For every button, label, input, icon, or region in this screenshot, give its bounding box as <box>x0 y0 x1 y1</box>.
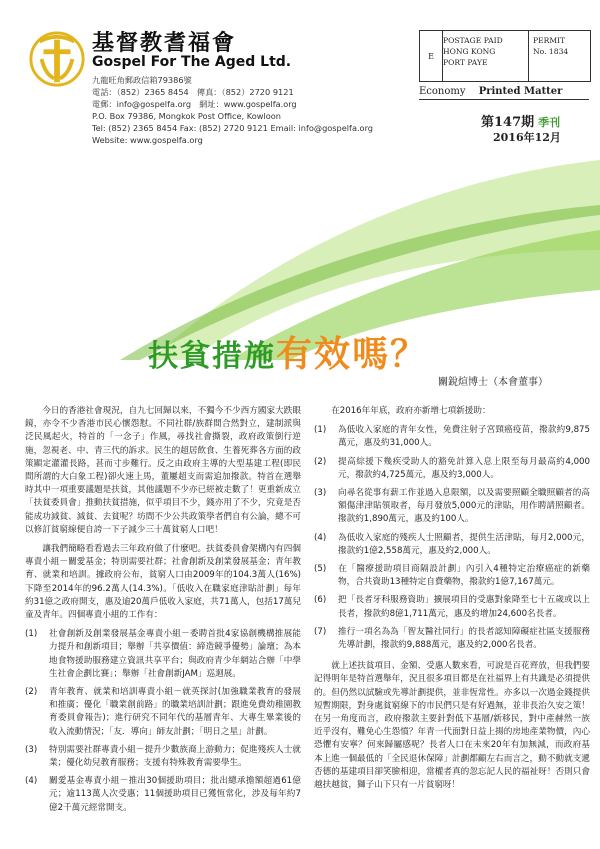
email-web-cn: 電郵：info@gospelfa.org 網址：www.gospelfa.org <box>92 99 297 109</box>
paragraph: 就上述扶貧項目、金額、受惠人數來看，可說是百花齊放，但我們要記得明年是特首選舉年，況且很多項目都是在社福界上有共識是必須提供的。但仍然以試驗或先導計劃提供，並非恆常性。亦多以一次過金錢提供短暫期限，對身處貧窮線下的市民們只是有好過無，並非長治久安之策！在另一角度而言，政府撥款主要針對低下基層/新移民，對中產赫然一族近乎沒有，難免心生怨憤？年青一代面對日益上揚的房地產業物價，內心恐懼有安寧？何來歸屬感呢？長者人口在未來20年有加無減，而政府基本上進一個最低的「全民退休保障」計劃都顧左右而言之，動不動就支遞否德的基建項目卻笑臉相迎，當權者真的忽忘記人民的福祉呀！否則只會越扶越貧，獅子山下只有一片貧窮呀！ <box>314 661 590 791</box>
list-item <box>25 744 301 770</box>
list-item-text: 向尋名從事有薪工作並過入息限額，以及需要照顧全職照顧者的高額傷津津貼領取者，每月發放5,000元的津貼，用作聘請照顧者。撥款約1,890萬元，惠及約100人。 <box>338 488 590 525</box>
mail-class <box>419 86 589 97</box>
postage-line-3: PORT PAYE <box>443 58 488 67</box>
list-item-number: (7) <box>314 626 327 637</box>
organization-logo-icon <box>28 30 86 88</box>
postage-line-2: HONG KONG <box>443 47 496 56</box>
article-title <box>148 326 428 377</box>
list-item-number: (6) <box>314 595 327 606</box>
list-item <box>314 456 590 482</box>
postage-line-1: POSTAGE PAID <box>443 36 503 45</box>
address-en: P.O. Box 79386, Mongkok Post Office, Kowloon <box>92 111 281 121</box>
list-item <box>314 626 590 652</box>
issue-number-text: 第147期 <box>481 115 535 130</box>
list-item-text: 特別需要社群專責小組－提升少數族裔上游動力；促進殘疾人士就業；優化幼兒教育服務；支援有特殊教育需要學生。 <box>49 744 301 769</box>
paragraph: 今日的香港社會現況，自九七回歸以來，不獨今不少西方國家大跌眼鏡，亦令不少香港市民心懷怨懟。不同社群/族群間合然對立，建制派與泛民風起火，特首的「一念子」作風，尋找社會撕裂，政府政策倒行逆施，忽視老、中、青三代的訴求。民生的超居飲食、生養死葬各方面的政策顯定灌灌長路，甚而寸步難行。反之由政府主導的大型基建工程(即民間所謂的大白象工程)卻火速上馬，董屢超支而需追加撥款。特首在選舉時其中一項重要議題是扶貧，其他議題不少亦已經被走數了！更重新成立「扶貧委員會」推動扶貧措施，似乎項目不少，錢亦用了不少，究竟是否能成功減貧、減貧、去貧呢？坊間不少公共政策學者們自有公論，總不可以修訂貧窮線便自誇一下子減少三十萬貧窮人口吧！ <box>25 406 301 535</box>
organization-name-cn: 基督教耆福會 <box>92 31 237 56</box>
list-item <box>25 686 301 739</box>
issue-date: 2016年12月 <box>493 131 561 144</box>
article-left-column <box>25 405 301 820</box>
phone-fax-en: Tel: (852) 2365 8454 Fax: (852) 2720 9121 Email: info@gospelfa.org <box>92 123 373 133</box>
postage-paid-box <box>419 30 591 82</box>
list-item-text: 為低收入家庭的殘疾人士照顧者，提供生活津貼，每月2,000元，撥款約1億2,558萬元，惠及約2,000人。 <box>338 532 590 556</box>
issue-frequency: 季刊 <box>538 116 561 129</box>
mail-class-printed-matter: Printed Matter <box>478 86 563 97</box>
list-item-text: 青年教育、就業和培訓專責小組－就英探討(加強職業教育的發展和推廣；優化「職業創前路」的職業培訓計劃；跟進免費幼稚園教育委員會報告)；進行研究不同年代的基層青年、大專生畢業後的收入流動情況；「友．導向」師友計劃；「明日之星」計劃。 <box>49 687 301 737</box>
list-item-number: (2) <box>25 687 38 698</box>
list-item <box>314 424 590 450</box>
list-item-number: (1) <box>25 629 38 640</box>
divider <box>419 99 589 100</box>
postage-code: E <box>420 31 443 81</box>
list-item-text: 把「長者牙科服務資助」擴展項目的受惠對象降至七十五歲或以上長者，撥款約8億1,711萬元，惠及約增加24,600名長者。 <box>338 595 590 619</box>
list-item <box>314 532 590 558</box>
article-title-part2: 有效嗎？ <box>276 334 429 375</box>
list-item-text: 推行一項名為為「智友醫社同行」的長者認知障礙症社區支援服務先導計劃，撥款約9,888萬元，惠及約2,000名長者。 <box>338 626 590 651</box>
list-item-number: (1) <box>314 425 327 436</box>
mail-class-economy: Economy <box>419 86 466 97</box>
website-en: Website: www.gospelfa.org <box>92 135 203 145</box>
article-right-column <box>314 405 590 798</box>
permit-info <box>528 31 590 81</box>
list-item-number: (4) <box>314 532 327 543</box>
address-cn: 九龍旺角郵政信箱79386號 <box>92 75 192 85</box>
list-item <box>25 775 301 815</box>
permit-label: PERMIT <box>533 36 566 45</box>
postage-text <box>443 35 527 68</box>
list-item-number: (3) <box>314 488 327 499</box>
green-swoosh-decoration <box>0 110 600 360</box>
permit-number: No. 1834 <box>533 47 569 56</box>
issue-number <box>481 111 560 130</box>
list-item <box>314 563 590 589</box>
list-item-text: 關愛基金專責小組－推出30個援助項目；批出總承擔額超過61億元；逾113萬人次受惠；11個援助項目已獲恆常化，涉及每年約7億2千萬元經常開支。 <box>49 776 301 813</box>
list-item <box>25 628 301 681</box>
article-title-part1: 扶貧措施 <box>148 339 276 374</box>
list-item <box>314 594 590 620</box>
list-item-text: 在「醫療援助項目商隔設計劃」內引入4種特定治療癌症的新藥物，合共資助13種特定自費藥物，撥款約1億7,167萬元。 <box>338 564 590 588</box>
list-item-text: 提高綜援下幾疾受助人的豁免計算入息上限至每月最高約4,000元，撥款約4,725萬元，惠及約3,000人。 <box>338 456 590 480</box>
list-item-number: (2) <box>314 456 327 467</box>
paragraph: 在2016年年底，政府亦新增七項新援助： <box>331 406 491 416</box>
paragraph: 讓我們簡略看看過去三年政府做了什麼吧。扶貧委員會架構內有四個專責小組－關愛基金；特別需要社群；社會創新及創業發展基金；青年教育、就業和培訓。據政府公布，貧窮人口由2009年的104.3萬人(16%)下降至2014年的96.2萬人(14.3%)。「低收入在職家庭津貼計劃」每年約31億之政府開支，惠及逾20萬戶低收入家庭，共71萬人，包括17萬兒童及青年。四個專責小組的工作有： <box>25 544 301 621</box>
phone-fax-cn: 電話：（852）2365 8454 傳真：（852）2720 9121 <box>92 87 294 97</box>
article-author: 關銳煊博士（本會董事） <box>438 377 548 388</box>
list-item-number: (4) <box>25 776 38 787</box>
list-item-text: 為低收入家庭的青年女性，免費注射子宮頸癌疫苗，撥款約9,875萬元，惠及約31,000人。 <box>338 425 590 449</box>
organization-name-en: Gospel For The Aged Ltd. <box>92 54 292 70</box>
list-item-text: 社會創新及創業發展基金專責小組－委聘首批4家協創機構推展能力提升和創新項目；舉辦「共享價值：締造競爭優勢」論壇；為本地食物援助服務建立資訊共享平台；與政府青少年網站合辦「中學生社會企劃比賽」；舉辦「社會創新JAM」巡迴展。 <box>49 629 301 679</box>
list-item <box>314 487 590 527</box>
list-item-number: (3) <box>25 744 38 755</box>
list-item-number: (5) <box>314 564 327 575</box>
